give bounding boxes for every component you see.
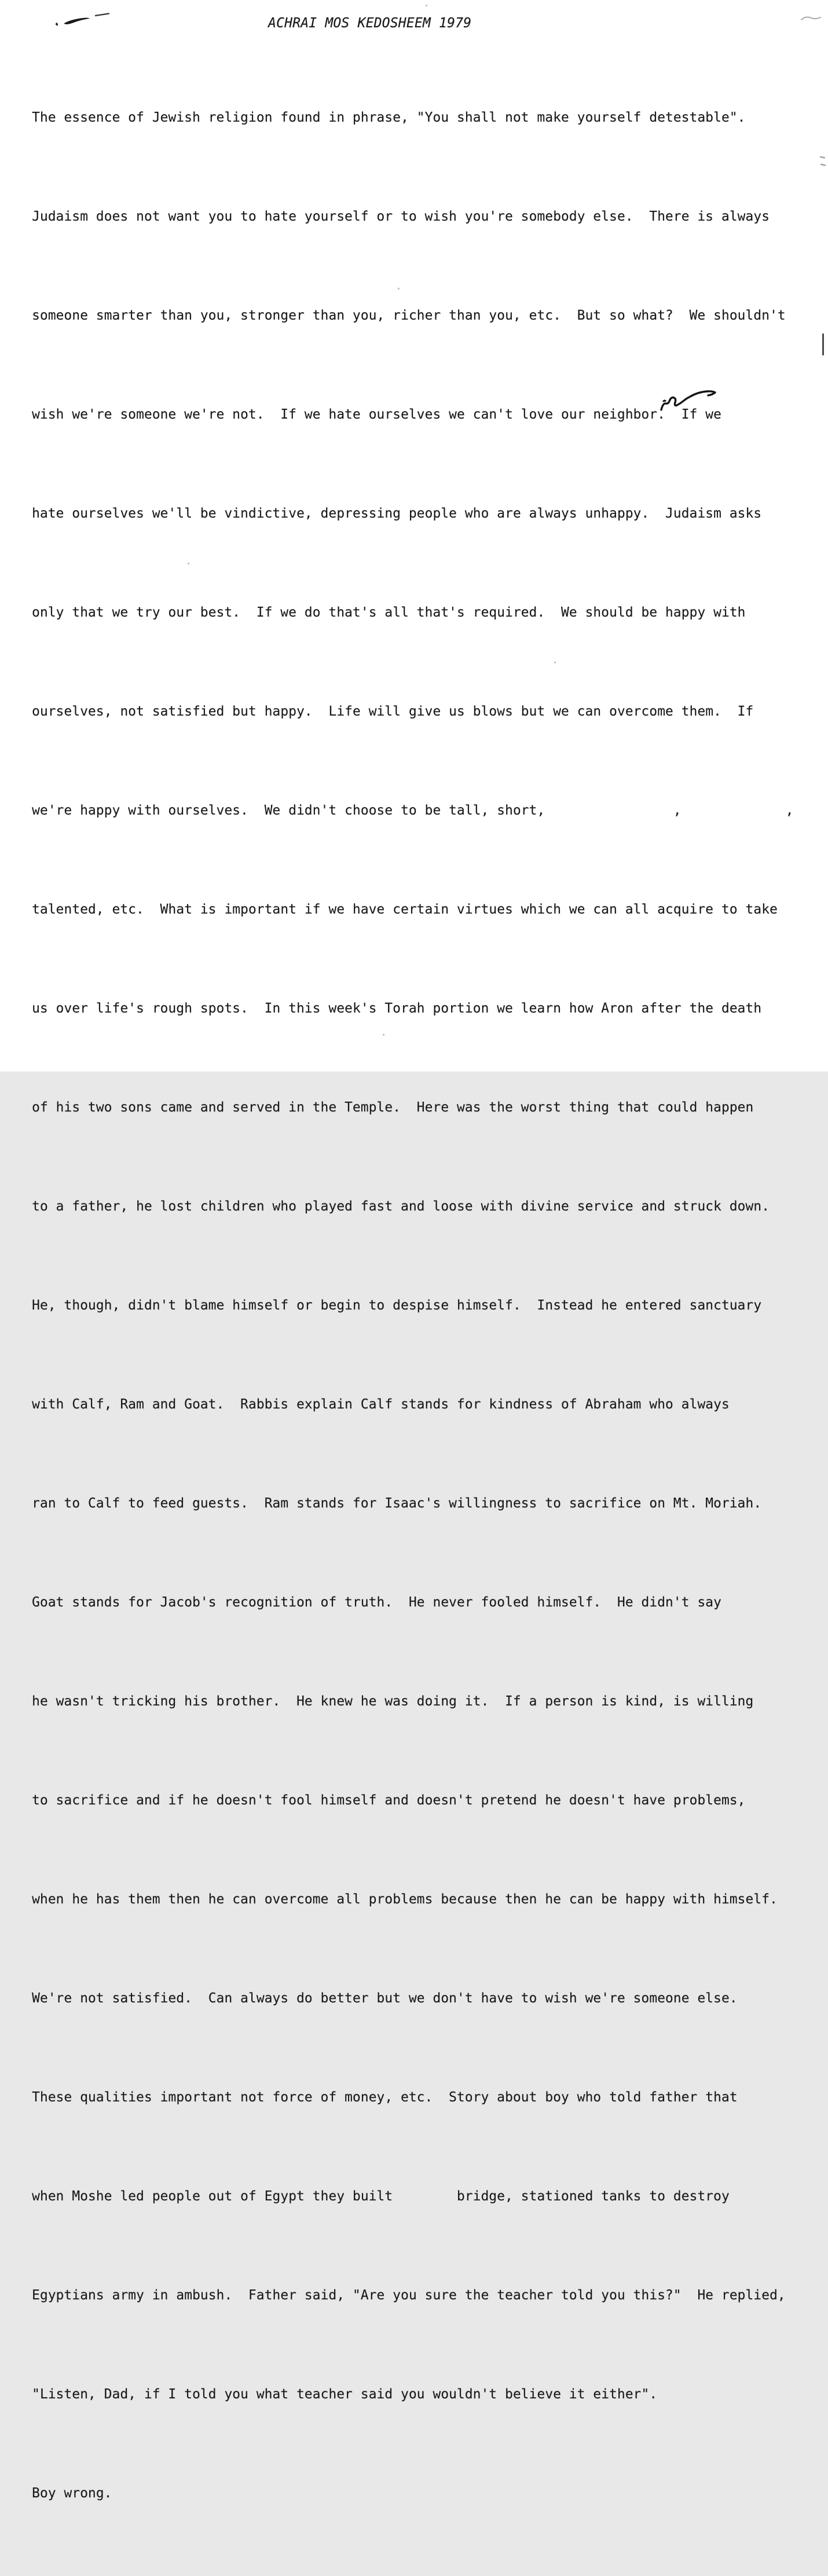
text-line: "Listen, Dad, if I told you what teacher said you wouldn't believe it either". bbox=[32, 2387, 658, 2402]
text-line: Goat stands for Jacob's recognition of truth. He never fooled himself. He didn't say bbox=[32, 1595, 721, 1610]
document-body bbox=[32, 35, 793, 2576]
text-line: when Moshe led people out of Egypt they built bridge, stationed tanks to destroy bbox=[32, 2189, 730, 2204]
text-line: only that we try our best. If we do that's all that's required. We should be happy with bbox=[32, 605, 746, 620]
text-line: we're happy with ourselves. We didn't choose to be tall, short, , , bbox=[32, 803, 794, 818]
text-line: with Calf, Ram and Goat. Rabbis explain Calf stands for kindness of Abraham who always bbox=[32, 1397, 730, 1412]
text-line: Egyptians army in ambush. Father said, "Are you sure the teacher told you this?" He replied, bbox=[32, 2288, 786, 2303]
text-line: The essence of Jewish religion found in phrase, "You shall not make yourself detestable". bbox=[32, 110, 746, 125]
scan-speck bbox=[554, 662, 556, 663]
margin-vertical-bar bbox=[822, 333, 824, 355]
handwritten-insertion-annotation-icon bbox=[655, 386, 726, 416]
scan-speck bbox=[188, 563, 189, 564]
text-line: when he has them then he can overcome all problems because then he can be happy with himself. bbox=[32, 1892, 778, 1907]
scan-speck bbox=[398, 288, 400, 289]
text-line: wish we're someone we're not. If we hate ourselves we can't love our neighbor. If we bbox=[32, 407, 721, 422]
text-line: Boy wrong. bbox=[32, 2486, 112, 2501]
text-line: of his two sons came and served in the Temple. Here was the worst thing that could happen bbox=[32, 1100, 754, 1115]
text-line: someone smarter than you, stronger than you, richer than you, etc. But so what? We shouldn't bbox=[32, 308, 786, 323]
text-line: ran to Calf to feed guests. Ram stands for Isaac's willingness to sacrifice on Mt. Moriah. bbox=[32, 1496, 762, 1511]
text-line: These qualities important not force of money, etc. Story about boy who told father that bbox=[32, 2090, 738, 2105]
scan-speck bbox=[426, 5, 427, 6]
margin-tick-marks-icon bbox=[819, 155, 827, 169]
text-line: he wasn't tricking his brother. He knew he was doing it. If a person is kind, is willing bbox=[32, 1694, 754, 1709]
text-line: Judaism does not want you to hate yourself or to wish you're somebody else. There is always bbox=[32, 209, 770, 224]
text-line: to a father, he lost children who played fast and loose with divine service and struck down. bbox=[32, 1199, 770, 1214]
text-line: We're not satisfied. Can always do better but we don't have to wish we're someone else. bbox=[32, 1991, 738, 2006]
pen-mark-top-left-icon bbox=[49, 10, 122, 32]
text-line: hate ourselves we'll be vindictive, depressing people who are always unhappy. Judaism asks bbox=[32, 506, 762, 521]
scan-speck bbox=[383, 1034, 384, 1036]
text-line: He, though, didn't blame himself or begin to despise himself. Instead he entered sanctuary bbox=[32, 1298, 762, 1313]
document-title: ACHRAI MOS KEDOSHEEM 1979 bbox=[268, 16, 472, 31]
text-line: us over life's rough spots. In this week's Torah portion we learn how Aron after the death bbox=[32, 1001, 762, 1016]
text-line: talented, etc. What is important if we have certain virtues which we can all acquire to take bbox=[32, 902, 778, 917]
text-line: ourselves, not satisfied but happy. Life will give us blows but we can overcome them. If bbox=[32, 704, 754, 719]
pen-mark-top-right-icon bbox=[800, 13, 826, 24]
text-line: to sacrifice and if he doesn't fool himself and doesn't pretend he doesn't have problems, bbox=[32, 1793, 746, 1808]
